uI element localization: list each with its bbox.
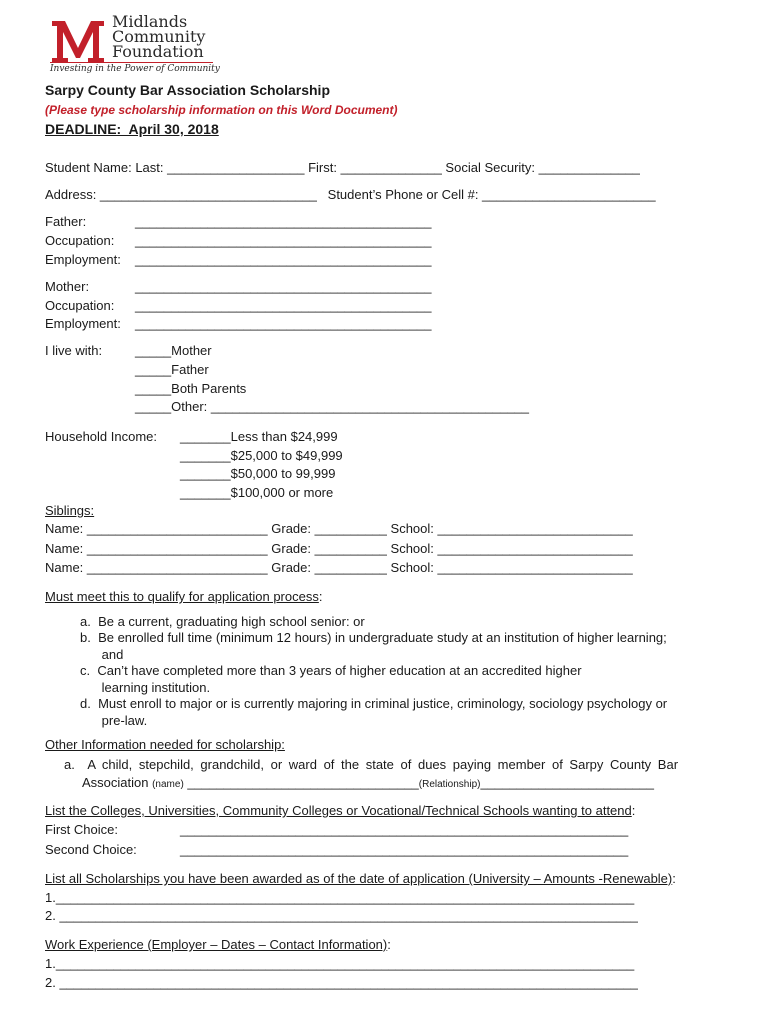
- father-occupation-label: Occupation:: [45, 233, 115, 248]
- mother-employment-line[interactable]: _________________________________________: [135, 316, 432, 331]
- qualify-heading: [45, 589, 322, 605]
- logo-line-1: Midlands: [112, 12, 188, 31]
- deadline: DEADLINE: April 30, 2018: [45, 121, 219, 137]
- subtitle: (Please type scholarship information on this Word Document): [45, 103, 398, 117]
- income-option-2[interactable]: _______$25,000 to $49,999: [180, 448, 343, 463]
- student-name-row[interactable]: Student Name: Last: ___________________ First: ______________ Social Security: ______________: [45, 160, 640, 175]
- mother-occupation-line[interactable]: _________________________________________: [135, 298, 432, 313]
- sibling-row-1[interactable]: Name: _________________________ Grade: __________ School: ___________________________: [45, 521, 633, 536]
- name-hint: (name): [152, 779, 184, 790]
- other-info-heading: Other Information needed for scholarship:: [45, 737, 285, 752]
- first-choice-line[interactable]: ______________________________________________________________: [180, 822, 629, 837]
- qualify-item-c: c. Can’t have completed more than 3 years of higher education at an accredited higher: [80, 663, 582, 678]
- logo-tagline: Investing in the Power of Community: [50, 64, 220, 74]
- work-colon: :: [387, 937, 391, 952]
- association-label: Association: [82, 775, 153, 790]
- live-with-both[interactable]: _____Both Parents: [135, 381, 247, 396]
- live-with-mother[interactable]: _____Mother: [135, 343, 212, 358]
- qualify-item-d-cont: pre-law.: [80, 713, 148, 728]
- sibling-row-3[interactable]: Name: _________________________ Grade: __________ School: ___________________________: [45, 560, 633, 575]
- father-employment-label: Employment:: [45, 252, 121, 267]
- logo-wordmark: [112, 14, 205, 59]
- work-heading-text: Work Experience (Employer – Dates – Contact Information): [45, 937, 388, 952]
- live-with-label: I live with:: [45, 343, 103, 358]
- live-with-other[interactable]: _____Other: ____________________________________________: [135, 399, 530, 414]
- address-row[interactable]: Address: ______________________________ Student’s Phone or Cell #: ________________________: [45, 187, 656, 202]
- work-heading: [45, 937, 391, 953]
- first-choice-label: First Choice:: [45, 822, 118, 837]
- mother-employment-label: Employment:: [45, 316, 121, 331]
- mother-line[interactable]: _________________________________________: [135, 279, 432, 294]
- qualify-heading-text: Must meet this to qualify for application process: [45, 589, 319, 604]
- qualify-item-b-cont: and: [80, 647, 124, 662]
- colleges-heading: [45, 803, 635, 819]
- father-line[interactable]: _________________________________________: [135, 214, 432, 229]
- mother-label: Mother:: [45, 279, 90, 294]
- income-option-3[interactable]: _______$50,000 to 99,999: [180, 466, 336, 481]
- logo-line-2: Community: [112, 27, 206, 46]
- mother-occupation-label: Occupation:: [45, 298, 115, 313]
- live-with-father[interactable]: _____Father: [135, 362, 209, 377]
- father-label: Father:: [45, 214, 87, 229]
- income-option-1[interactable]: _______Less than $24,999: [180, 429, 338, 444]
- sibling-row-2[interactable]: Name: _________________________ Grade: __________ School: ___________________________: [45, 541, 633, 556]
- relationship-hint: (Relationship): [418, 779, 481, 790]
- second-choice-line[interactable]: ______________________________________________________________: [180, 842, 629, 857]
- scholarships-heading: [45, 871, 676, 887]
- income-label: Household Income:: [45, 429, 158, 444]
- page-title: Sarpy County Bar Association Scholarship: [45, 82, 330, 98]
- qualify-item-b: b. Be enrolled full time (minimum 12 hours) in undergraduate study at an institution of higher learning;: [80, 630, 667, 645]
- father-occupation-line[interactable]: _________________________________________: [135, 233, 432, 248]
- father-employment-line[interactable]: _________________________________________: [135, 252, 432, 267]
- scholarship-line-1[interactable]: 1.________________________________________________________________________________: [45, 890, 635, 905]
- logo-line-3: Foundation: [112, 42, 204, 61]
- association-name-line[interactable]: ________________________________: [183, 775, 419, 790]
- qualify-item-c-cont: learning institution.: [80, 680, 211, 695]
- colleges-colon: :: [631, 803, 636, 818]
- work-line-1[interactable]: 1.________________________________________________________________________________: [45, 956, 635, 971]
- work-line-2[interactable]: 2. ________________________________________________________________________________: [45, 975, 638, 990]
- scholarships-colon: :: [672, 871, 676, 886]
- other-info-association-row[interactable]: [82, 775, 654, 793]
- siblings-heading: Siblings:: [45, 503, 95, 518]
- colleges-heading-text: List the Colleges, Universities, Community Colleges or Vocational/Technical Schools wanting to attend: [45, 803, 632, 818]
- logo-rule: [50, 62, 213, 63]
- scholarship-line-2[interactable]: 2. ________________________________________________________________________________: [45, 908, 638, 923]
- qualify-colon: :: [318, 589, 323, 604]
- qualify-item-a: a. Be a current, graduating high school senior: or: [80, 614, 365, 629]
- logo-m-icon: [50, 18, 106, 64]
- relationship-line[interactable]: ________________________: [480, 775, 654, 790]
- other-info-item-a: a. A child, stepchild, grandchild, or ward of the state of dues paying member of Sarpy County Bar: [64, 757, 679, 772]
- income-option-4[interactable]: _______$100,000 or more: [180, 485, 334, 500]
- scholarships-heading-text: List all Scholarships you have been awarded as of the date of application (University – Amounts -Renewable): [45, 871, 673, 886]
- second-choice-label: Second Choice:: [45, 842, 137, 857]
- qualify-item-d: d. Must enroll to major or is currently majoring in criminal justice, criminology, sociology psychology or: [80, 696, 668, 711]
